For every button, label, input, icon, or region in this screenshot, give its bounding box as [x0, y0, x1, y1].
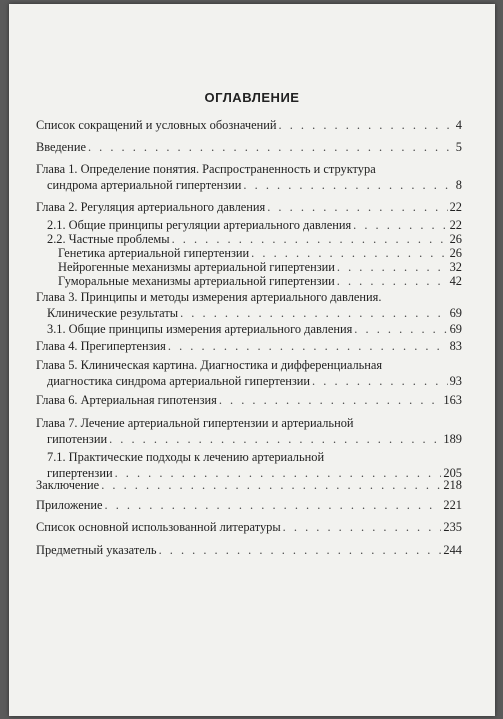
- dot-leader: [337, 273, 448, 289]
- toc-page-number: 5: [455, 140, 462, 154]
- toc-entry[interactable]: [36, 497, 462, 513]
- toc-entry[interactable]: [36, 139, 462, 155]
- toc-page-number: 22: [449, 218, 462, 232]
- page-title: ОГЛАВЛЕНИЕ: [204, 90, 300, 105]
- toc-entry[interactable]: [36, 117, 462, 133]
- toc-entry[interactable]: [36, 273, 462, 289]
- toc-entry[interactable]: [36, 477, 462, 493]
- toc-entry-title: Введение: [36, 140, 86, 154]
- dot-leader: [243, 177, 453, 193]
- toc-entry[interactable]: [36, 415, 462, 447]
- toc-entry-title: Глава 7. Лечение артериальной гипертензии и артериальной: [36, 416, 354, 430]
- toc-page-number: 69: [449, 306, 462, 320]
- dot-leader: [283, 519, 442, 535]
- toc-page-number: 83: [449, 339, 462, 353]
- toc-entry[interactable]: [36, 321, 462, 337]
- dot-leader: [219, 392, 442, 408]
- dot-leader: [88, 139, 454, 155]
- toc-page-number: 4: [455, 118, 462, 132]
- toc-entry-title: Список основной использованной литературы: [36, 520, 281, 534]
- toc-page-number: 205: [443, 466, 462, 480]
- toc-entry-title: Глава 3. Принципы и методы измерения артериального давления.: [36, 290, 382, 304]
- dot-leader: [159, 542, 442, 558]
- toc-page-number: 32: [449, 260, 462, 274]
- toc-page-number: 189: [443, 432, 462, 446]
- toc-entry[interactable]: [36, 519, 462, 535]
- toc-page-number: 8: [455, 178, 462, 192]
- toc-entry[interactable]: [36, 161, 462, 193]
- toc-entry-title: Глава 4. Прегипертензия: [36, 339, 166, 353]
- dot-leader: [354, 321, 447, 337]
- toc-page-number: 244: [443, 543, 462, 557]
- toc-page-number: 26: [449, 246, 462, 260]
- dot-leader: [180, 305, 448, 321]
- toc-entry-title: Нейрогенные механизмы артериальной гипертензии: [58, 260, 335, 274]
- toc-entry-title: 2.2. Частные проблемы: [47, 232, 170, 246]
- toc-entry-title: 3.1. Общие принципы измерения артериального давления: [47, 322, 353, 336]
- toc-entry-title: синдрома артериальной гипертензии: [47, 178, 242, 192]
- toc-page-number: 218: [443, 478, 462, 492]
- toc-page-number: 42: [449, 274, 462, 288]
- toc-page-number: 26: [449, 232, 462, 246]
- toc-page-number: 163: [443, 393, 462, 407]
- toc-entry-title: гипертензии: [47, 466, 113, 480]
- dot-leader: [312, 373, 448, 389]
- dot-leader: [279, 117, 454, 133]
- toc-entry[interactable]: [36, 542, 462, 558]
- toc-entry[interactable]: [36, 338, 462, 354]
- book-page: [9, 4, 495, 716]
- toc-entry-title: Гуморальные механизмы артериальной гипертензии: [58, 274, 335, 288]
- toc-entry[interactable]: [36, 289, 462, 321]
- toc-entry-title: Клинические результаты: [47, 306, 179, 320]
- toc-page-number: 22: [449, 200, 462, 214]
- dot-leader: [267, 199, 447, 215]
- toc-entry-title: Глава 5. Клиническая картина. Диагностика и дифференциальная: [36, 358, 383, 372]
- toc-entry-title: 2.1. Общие принципы регуляции артериального давления: [47, 218, 352, 232]
- dot-leader: [105, 497, 442, 513]
- toc-entry[interactable]: [36, 392, 462, 408]
- toc-entry-title: Приложение: [36, 498, 103, 512]
- toc-page-number: 221: [443, 498, 462, 512]
- toc-entry-title: Предметный указатель: [36, 543, 157, 557]
- toc-entry-title: 7.1. Практические подходы к лечению артериальной: [47, 450, 325, 464]
- toc-entry-title: Заключение: [36, 478, 100, 492]
- dot-leader: [168, 338, 448, 354]
- toc-page-number: 93: [449, 374, 462, 388]
- toc-entry-title: диагностика синдрома артериальной гипертензии: [47, 374, 311, 388]
- dot-leader: [109, 431, 441, 447]
- toc-entry-title: Глава 1. Определение понятия. Распространенность и структура: [36, 162, 376, 176]
- toc-entry[interactable]: [36, 199, 462, 215]
- toc-entry-title: Глава 6. Артериальная гипотензия: [36, 393, 217, 407]
- toc-page-number: 235: [443, 520, 462, 534]
- dot-leader: [101, 477, 441, 493]
- toc-entry[interactable]: [36, 357, 462, 389]
- toc-page-number: 69: [449, 322, 462, 336]
- toc-entry-title: Список сокращений и условных обозначений: [36, 118, 277, 132]
- toc-entry-title: Глава 2. Регуляция артериального давления: [36, 200, 266, 214]
- toc-entry-title: гипотензии: [47, 432, 108, 446]
- toc-entry-title: Генетика артериальной гипертензии: [58, 246, 250, 260]
